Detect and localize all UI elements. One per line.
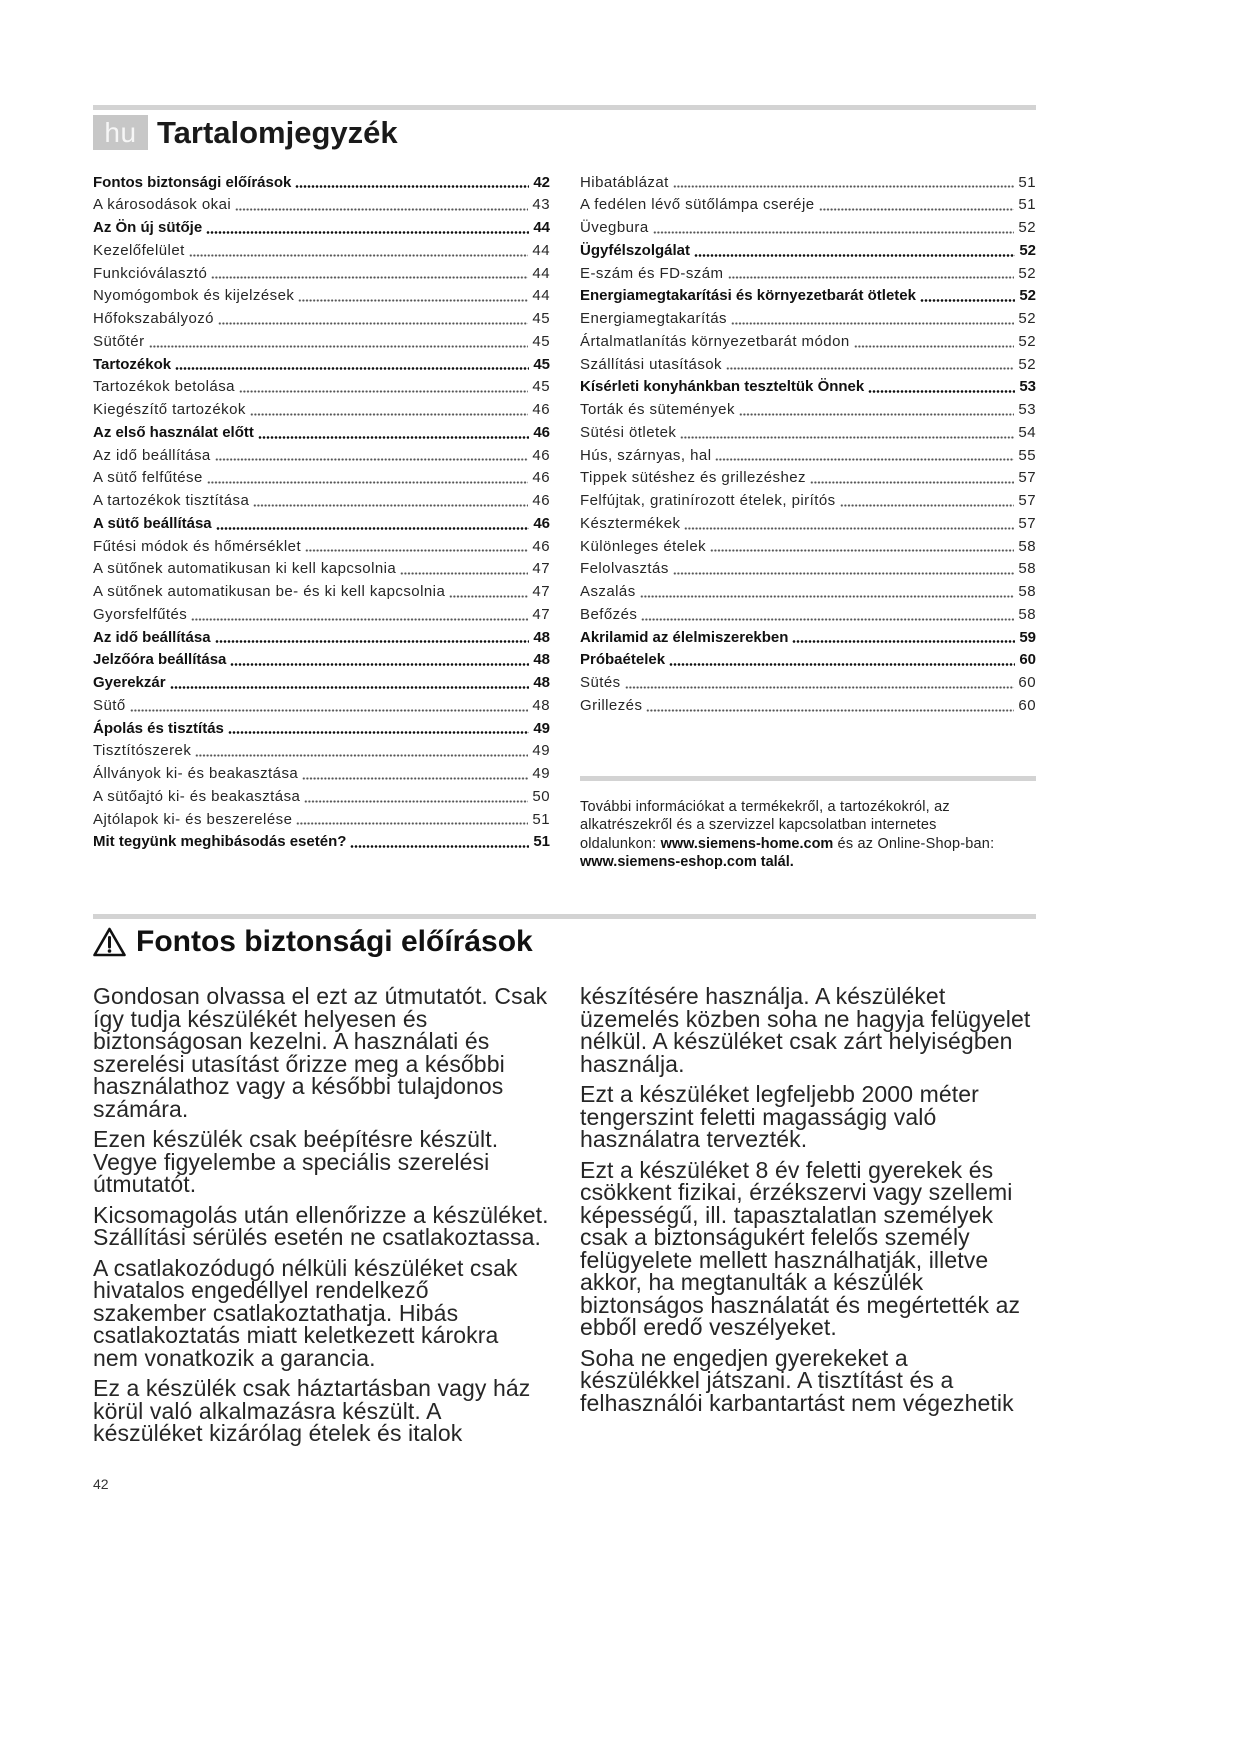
toc-entry-label: Gyorsfelfűtés (93, 605, 188, 623)
info-line (580, 835, 1060, 854)
toc-dot-leader (149, 345, 529, 348)
toc-entry (93, 263, 550, 286)
toc-entry-label: Különleges ételek (580, 537, 707, 555)
language-badge: hu (93, 115, 148, 150)
safety-paragraph (580, 1344, 1040, 1416)
toc-entry-page: 49 (532, 742, 550, 760)
toc-entry-page: 46 (532, 401, 550, 418)
toc-entry-page: 53 (1018, 401, 1036, 418)
toc-dot-leader (258, 436, 529, 439)
toc-entry-label: Hús, szárnyas, hal (580, 446, 712, 464)
toc-entry (93, 581, 550, 604)
toc-entry (580, 649, 1036, 672)
toc-dot-leader (653, 231, 1015, 234)
toc-entry-page: 52 (1019, 241, 1036, 259)
safety-column-left (93, 985, 563, 1453)
safety-paragraph (580, 985, 1040, 1075)
safety-column-right (580, 985, 1040, 1422)
toc-entry (93, 695, 550, 718)
toc-entry-label: Grillezés (580, 696, 643, 714)
toc-entry (93, 308, 550, 331)
safety-text-line: felügyelete mellett használhatják, illetve (580, 1246, 989, 1273)
toc-entry-page: 60 (1019, 651, 1036, 669)
toc-entry-page: 46 (533, 514, 550, 532)
toc-entry-page: 52 (1018, 355, 1036, 373)
toc-dot-leader (215, 458, 529, 461)
toc-entry-page: 52 (1019, 287, 1036, 305)
toc-entry-label: Nyomógombok és kijelzések (93, 287, 295, 305)
toc-entry (93, 649, 550, 672)
section-title: Fontos biztonsági előírások (136, 925, 533, 958)
safety-text-line: használja. (580, 1050, 685, 1077)
toc-entry-page: 59 (1019, 628, 1036, 646)
toc-dot-leader (739, 413, 1015, 416)
toc-entry (580, 172, 1036, 195)
safety-text-line: Ezt a készüléket legfeljebb 2000 méter (580, 1081, 979, 1107)
toc-entry-page: 48 (533, 628, 550, 646)
toc-entry-page: 47 (532, 560, 550, 578)
toc-entry-label: Szállítási utasítások (580, 355, 723, 373)
safety-text-line: csökkent fizikai, érzékszervi vagy szellemi (580, 1179, 1013, 1205)
toc-entry (580, 490, 1036, 513)
toc-entry-page: 51 (1018, 196, 1036, 214)
home-url: www.siemens-home.com (660, 835, 834, 852)
safety-text-line: használathoz vagy a későbbi tulajdonos (93, 1073, 504, 1099)
toc-entry-page: 57 (1018, 469, 1036, 487)
toc-entry (93, 467, 550, 490)
toc-dot-leader (625, 686, 1015, 689)
toc-entry-label: Sütő (93, 696, 126, 714)
toc-entry-label: Aszalás (580, 583, 636, 600)
toc-entry-page: 48 (533, 651, 550, 669)
toc-entry-label: Ártalmatlanítás környezetbarát módon (580, 332, 850, 350)
toc-dot-leader (669, 663, 1015, 666)
toc-entry-page: 43 (532, 196, 550, 214)
info-line (580, 853, 1060, 872)
toc-entry-label: Kezelőfelület (93, 241, 185, 259)
toc-entry (93, 376, 550, 399)
toc-entry-label: Fontos biztonsági előírások (93, 173, 292, 191)
toc-dot-leader (810, 481, 1014, 484)
toc-dot-leader (731, 322, 1014, 325)
toc-entry-page: 57 (1018, 492, 1036, 509)
toc-entry-page: 52 (1018, 332, 1036, 350)
eshop-url: www.siemens-eshop.com (580, 854, 757, 870)
toc-dot-leader (640, 595, 1015, 598)
toc-dot-leader (305, 549, 528, 552)
toc-entry-page: 55 (1018, 446, 1036, 464)
toc-dot-leader (189, 254, 529, 257)
toc-entry-page: 51 (533, 833, 550, 851)
toc-entry-page: 57 (1018, 514, 1036, 532)
toc-dot-leader (239, 390, 528, 393)
toc-entry (93, 740, 550, 763)
toc-entry-label: Kiegészítő tartozékok (93, 401, 246, 418)
toc-entry-label: Tartozékok (93, 355, 172, 373)
toc-entry-label: Funkcióválasztó (93, 264, 208, 282)
toc-entry-page: 48 (532, 696, 550, 714)
toc-entry-label: Az idő beállítása (93, 628, 211, 646)
toc-entry-label: A károsodások okai (93, 196, 232, 214)
safety-paragraph (93, 1254, 563, 1371)
toc-entry-label: Tartozékok betolása (93, 378, 235, 396)
toc-entry (580, 422, 1036, 445)
toc-entry-label: A sütőnek automatikusan ki kell kapcsolnia (93, 560, 397, 578)
toc-entry-page: 60 (1018, 696, 1036, 714)
toc-entry-label: Állványok ki- és beakasztása (93, 765, 299, 782)
toc-dot-leader (684, 527, 1014, 530)
toc-dot-leader (868, 390, 1015, 393)
safety-text-line: biztonságosan kezelni. A használati és (93, 1028, 490, 1054)
toc-entry-page: 46 (532, 492, 550, 509)
toc-entry (93, 672, 550, 695)
toc-dot-leader (920, 299, 1015, 302)
toc-dot-leader (295, 185, 529, 188)
safety-text-line: Ezt a készüléket 8 év feletti gyerekek és (580, 1156, 994, 1183)
toc-dot-leader (715, 458, 1014, 461)
toc-entry (93, 809, 550, 832)
info-line: alkatrészekről és a szervizzel kapcsolatban internetes (580, 817, 937, 833)
toc-entry-label: Próbaételek (580, 651, 666, 669)
toc-entry (93, 718, 550, 741)
safety-text-line: körül való alkalmazásra készült. A (93, 1397, 442, 1424)
toc-entry-label: Az idő beállítása (93, 446, 211, 464)
toc-dot-leader (646, 709, 1014, 712)
toc-entry (580, 581, 1036, 604)
toc-dot-leader (694, 254, 1015, 257)
toc-entry (580, 354, 1036, 377)
toc-entry-page: 47 (532, 605, 550, 623)
toc-column-left (93, 172, 550, 855)
toc-entry-label: A sütő beállítása (93, 514, 212, 532)
toc-entry-label: Felolvasztás (580, 560, 669, 578)
toc-entry (580, 263, 1036, 286)
toc-entry-page: 46 (532, 537, 550, 555)
toc-dot-leader (350, 845, 529, 848)
toc-dot-leader (206, 231, 529, 234)
toc-entry-label: A sütő felfűtése (93, 469, 203, 487)
toc-entry-page: 46 (533, 423, 550, 441)
toc-entry-label: Ügyfélszolgálat (580, 241, 691, 259)
toc-entry (580, 240, 1036, 263)
toc-dot-leader (191, 618, 528, 621)
toc-dot-leader (302, 777, 528, 780)
safety-paragraph (580, 1156, 1040, 1340)
toc-dot-leader (235, 208, 528, 211)
page-number: 42 (93, 1476, 109, 1492)
safety-text-line: felhasználói karbantartást nem végezhetik (580, 1389, 1014, 1416)
toc-entry-label: Felfújtak, gratinírozott ételek, pirítós (580, 492, 836, 509)
toc-entry-page: 49 (532, 765, 550, 782)
info-text: talál. (756, 854, 794, 870)
toc-dot-leader (641, 618, 1014, 621)
safety-text-line: készüléket kizárólag ételek és italok (93, 1420, 463, 1446)
toc-entry (93, 422, 550, 445)
toc-dot-leader (792, 640, 1015, 643)
toc-entry-page: 45 (532, 310, 550, 327)
info-text: oldalunkon: (580, 835, 661, 852)
toc-dot-leader (250, 413, 529, 416)
toc-dot-leader (673, 185, 1015, 188)
toc-entry-page: 58 (1018, 605, 1036, 623)
toc-dot-leader (230, 663, 529, 666)
toc-entry-page: 51 (532, 810, 550, 828)
toc-entry-page: 51 (1018, 173, 1036, 191)
toc-entry (93, 627, 550, 650)
toc-column-right (580, 172, 1036, 718)
toc-entry (93, 831, 550, 854)
toc-entry-label: E-szám és FD-szám (580, 264, 724, 282)
toc-entry-label: Hibatáblázat (580, 173, 669, 191)
safety-text-line: útmutatót. (93, 1171, 197, 1197)
toc-entry (580, 331, 1036, 354)
toc-dot-leader (253, 504, 528, 507)
toc-entry-page: 58 (1018, 537, 1036, 555)
toc-entry-page: 44 (532, 241, 550, 259)
toc-entry (580, 604, 1036, 627)
info-divider (580, 776, 1036, 781)
toc-entry-label: A fedélen lévő sütőlámpa cseréje (580, 196, 815, 214)
safety-text-line: üzemelés közben soha ne hagyja felügyelet (580, 1005, 1031, 1032)
toc-entry-label: Tippek sütéshez és grillezéshez (580, 469, 807, 487)
safety-text-line: ebből eredő veszélyeket. (580, 1314, 837, 1340)
toc-entry-page: 45 (532, 378, 550, 396)
toc-entry (580, 536, 1036, 559)
safety-text-line: szakember csatlakoztathatja. Hibás (93, 1299, 459, 1326)
toc-dot-leader (449, 595, 528, 598)
safety-text-line: nélkül. A készüléket csak zárt helyiségben (580, 1028, 1013, 1054)
toc-entry (93, 399, 550, 422)
toc-dot-leader (170, 686, 530, 689)
toc-entry (93, 490, 550, 513)
toc-dot-leader (195, 754, 528, 757)
toc-entry (580, 467, 1036, 490)
toc-dot-leader (854, 345, 1015, 348)
safety-text-line: nem vonatkozik a garancia. (93, 1344, 376, 1371)
toc-entry-page: 52 (1018, 310, 1036, 327)
toc-entry-label: Mit tegyünk meghibásodás esetén? (93, 833, 347, 851)
toc-entry (93, 513, 550, 536)
toc-entry-label: Tisztítószerek (93, 742, 192, 760)
toc-entry (580, 399, 1036, 422)
safety-text-line: így tudja készülékét helyesen és (93, 1005, 428, 1032)
toc-entry-page: 46 (532, 446, 550, 464)
toc-dot-leader (298, 299, 528, 302)
toc-entry (93, 763, 550, 786)
toc-entry (93, 285, 550, 308)
toc-entry (93, 604, 550, 627)
toc-entry-page: 60 (1018, 674, 1036, 691)
toc-dot-leader (216, 527, 530, 530)
toc-entry (580, 513, 1036, 536)
toc-entry-label: Késztermékek (580, 514, 681, 532)
toc-entry-page: 45 (533, 355, 550, 373)
toc-dot-leader (207, 481, 529, 484)
info-text: és az Online-Shop-ban: (833, 835, 995, 852)
toc-entry-label: A sütőajtó ki- és beakasztása (93, 787, 301, 805)
toc-dot-leader (728, 276, 1015, 279)
safety-text-line: Szállítási sérülés esetén ne csatlakoztassa. (93, 1224, 542, 1250)
toc-entry (93, 240, 550, 263)
toc-entry (93, 331, 550, 354)
safety-text-line: A csatlakozódugó nélküli készüléket csak (93, 1254, 518, 1281)
safety-text-line: készülékkel játszani. A tisztítást és a (580, 1367, 954, 1393)
toc-dot-leader (218, 322, 528, 325)
toc-dot-leader (400, 572, 528, 575)
toc-entry (580, 672, 1036, 695)
toc-entry (93, 536, 550, 559)
toc-entry-label: Energiamegtakarítási és környezetbarát ötletek (580, 287, 916, 305)
toc-dot-leader (215, 640, 530, 643)
toc-dot-leader (710, 549, 1014, 552)
safety-text-line: Soha ne engedjen gyerekeket a (580, 1344, 908, 1371)
toc-entry-label: Gyerekzár (93, 674, 166, 691)
toc-entry (580, 445, 1036, 468)
safety-paragraph (93, 1128, 563, 1196)
safety-text-line: számára. (93, 1095, 189, 1122)
toc-entry (580, 285, 1036, 308)
section-heading (93, 922, 533, 962)
toc-entry-page: 46 (532, 469, 550, 487)
safety-paragraph (93, 985, 563, 1120)
toc-entry-label: Torták és sütemények (580, 401, 735, 418)
toc-entry (580, 194, 1036, 217)
toc-entry (580, 627, 1036, 650)
toc-entry-label: A tartozékok tisztítása (93, 492, 250, 509)
toc-entry-page: 47 (532, 583, 550, 600)
toc-entry-page: 50 (532, 787, 550, 805)
toc-dot-leader (228, 731, 529, 734)
info-line: További információkat a termékekről, a tartozékokról, az (580, 798, 950, 815)
toc-dot-leader (211, 276, 528, 279)
toc-entry-label: Sütési ötletek (580, 423, 677, 441)
toc-entry-label: Üvegbura (580, 219, 649, 236)
toc-entry-page: 58 (1018, 560, 1036, 578)
toc-entry-page: 45 (532, 332, 550, 350)
toc-entry-label: Kísérleti konyhánkban teszteltük Önnek (580, 378, 865, 396)
safety-text-line: akkor, ha megtanulták a készülék (580, 1269, 924, 1295)
toc-entry-label: Ápolás és tisztítás (93, 719, 224, 737)
safety-text-line: használatra tervezték. (580, 1126, 808, 1152)
safety-text-line: Ezen készülék csak beépítésre készült. (93, 1126, 499, 1152)
safety-text-line: hivatalos engedéllyel rendelkező (93, 1277, 429, 1303)
toc-entry-page: 48 (533, 674, 550, 691)
toc-dot-leader (304, 800, 528, 803)
toc-entry (580, 217, 1036, 240)
toc-entry-page: 44 (532, 264, 550, 282)
safety-paragraph (93, 1377, 563, 1445)
safety-text-line: Vegye figyelembe a speciális szerelési (93, 1148, 490, 1175)
warning-triangle-icon (93, 927, 126, 957)
toc-entry-label: Sütés (580, 674, 621, 691)
toc-entry (580, 558, 1036, 581)
toc-dot-leader (296, 822, 528, 825)
toc-dot-leader (673, 572, 1015, 575)
toc-entry-label: Az első használat előtt (93, 423, 254, 441)
toc-entry-page: 44 (532, 287, 550, 305)
toc-entry-page: 49 (533, 719, 550, 737)
toc-entry-label: Jelzőóra beállítása (93, 651, 227, 669)
toc-entry-label: A sütőnek automatikusan be- és ki kell kapcsolnia (93, 583, 446, 600)
safety-paragraph (93, 1201, 563, 1250)
toc-entry-page: 44 (533, 219, 550, 236)
toc-entry-label: Fűtési módok és hőmérséklet (93, 537, 302, 555)
page-title: Tartalomjegyzék (157, 115, 398, 150)
toc-entry-label: Hőfokszabályozó (93, 310, 214, 327)
toc-entry-page: 42 (533, 173, 550, 191)
toc-entry (93, 217, 550, 240)
toc-dot-leader (130, 709, 529, 712)
safety-paragraph (580, 1083, 1040, 1151)
toc-entry (580, 308, 1036, 331)
safety-text-line: biztonságos használatát és megértették az (580, 1291, 1021, 1318)
more-info-note (580, 798, 1060, 872)
safety-text-line: Gondosan olvassa el ezt az útmutatót. Csak (93, 983, 548, 1009)
safety-text-line: Kicsomagolás után ellenőrizze a készüléket. (93, 1201, 549, 1228)
section-divider (93, 914, 1036, 919)
toc-entry (93, 558, 550, 581)
safety-text-line: Ez a készülék csak háztartásban vagy ház (93, 1375, 531, 1401)
toc-entry (93, 445, 550, 468)
safety-text-line: képességű, ill. tapasztalatlan személyek (580, 1201, 994, 1228)
toc-entry-page: 54 (1018, 423, 1036, 441)
toc-entry-page: 52 (1018, 264, 1036, 282)
safety-text-line: csatlakoztatás miatt keletkezett károkra (93, 1322, 499, 1348)
toc-entry-label: Az Ön új sütője (93, 219, 203, 236)
safety-text-line: készítésére használja. A készüléket (580, 983, 946, 1009)
toc-entry (93, 172, 550, 195)
toc-entry-label: Ajtólapok ki- és beszerelése (93, 810, 293, 828)
toc-dot-leader (726, 367, 1014, 370)
toc-entry-label: Sütőtér (93, 332, 145, 350)
toc-entry (580, 695, 1036, 718)
toc-entry-label: Akrilamid az élelmiszerekben (580, 628, 789, 646)
toc-entry (93, 194, 550, 217)
toc-entry-page: 58 (1018, 583, 1036, 600)
toc-entry-label: Befőzés (580, 605, 638, 623)
toc-entry-label: Energiamegtakarítás (580, 310, 727, 327)
toc-entry (93, 786, 550, 809)
top-divider (93, 105, 1036, 110)
toc-dot-leader (819, 208, 1015, 211)
toc-entry-page: 52 (1018, 219, 1036, 236)
toc-entry (93, 354, 550, 377)
safety-text-line: szerelési utasítást őrizze meg a későbbi (93, 1050, 505, 1077)
toc-dot-leader (840, 504, 1015, 507)
toc-entry-page: 53 (1019, 378, 1036, 396)
toc-dot-leader (680, 436, 1014, 439)
safety-text-line: tengerszint feletti magasságig való (580, 1103, 937, 1130)
safety-text-line: csak a biztonságukért felelős személy (580, 1224, 970, 1250)
toc-entry (580, 376, 1036, 399)
toc-dot-leader (175, 367, 529, 370)
